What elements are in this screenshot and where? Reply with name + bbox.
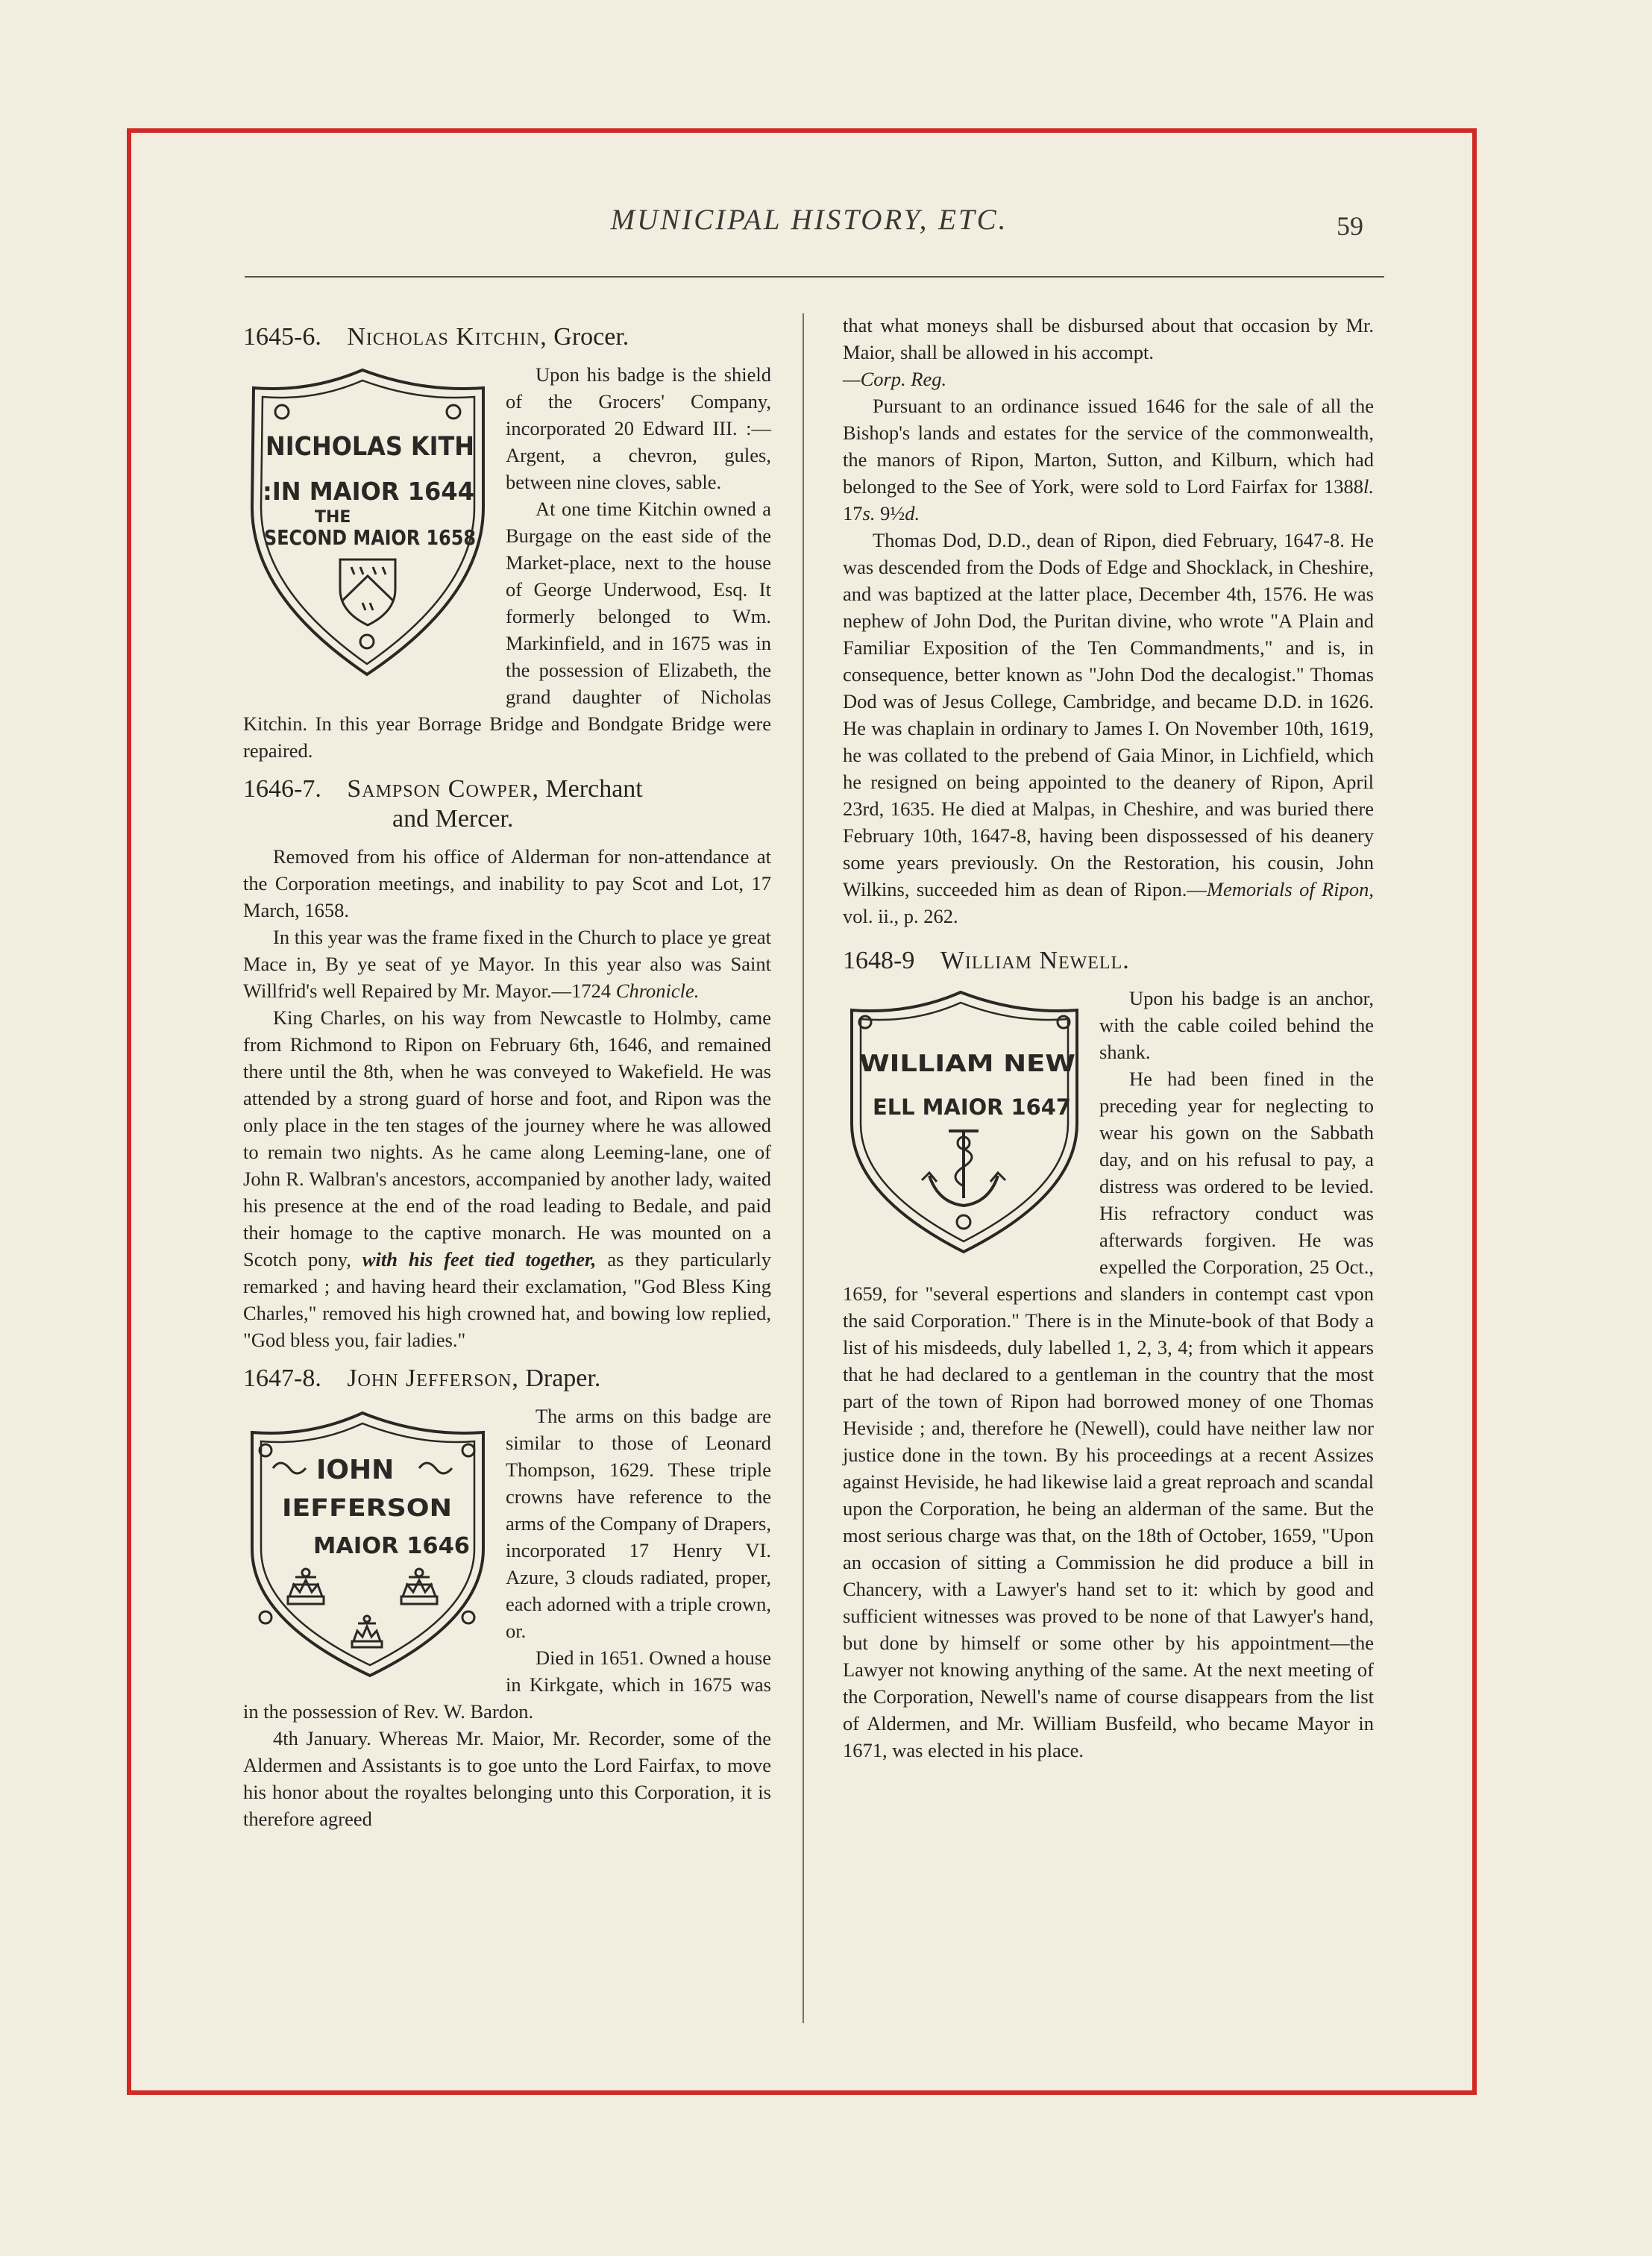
page-number: 59 xyxy=(1337,211,1363,241)
entry-year: 1647-8. xyxy=(243,1364,321,1392)
entry-heading-jefferson xyxy=(243,1364,771,1394)
italic-citation: —Corp. Reg. xyxy=(843,368,947,390)
badge-text-line2: ELL MAIOR 1647 xyxy=(873,1094,1071,1120)
running-title: MUNICIPAL HISTORY, ETC. xyxy=(610,204,1008,236)
entry-name: William Newell. xyxy=(940,947,1130,974)
text-run: King Charles, on his way from Newcastle to Holmby, came from Richmond to Ripon on February 6th, 1646, and remained there until the 8th, when he was conveyed to Wakefield. He was attended by a strong guard of horse and foot, and Ripon was the only place in the ten stages of the journey where he was allowed to remain two nights. As he came along Leeming-lane, one of John R. Walbran's ancestors, accompanied by another lady, waited his presence at the end of the road leading to Bedale, and paid their homage to the captive monarch. He was mounted on a Scotch pony, xyxy=(243,1006,771,1270)
text-run: that what moneys shall be disbursed about that occasion by Mr. Maior, shall be allowed in his accompt. xyxy=(843,314,1374,363)
badge-text-line2: :IN MAIOR 1644 xyxy=(263,477,474,506)
entry-year: 1645-6. xyxy=(243,323,321,351)
currency-unit: s. xyxy=(862,502,876,524)
paragraph xyxy=(243,1004,771,1353)
paragraph xyxy=(843,312,1374,392)
paragraph: Removed from his office of Alderman for non-attendance at the Corporation meetings, and inability to pay Scot and Lot, 17 March, 1658. xyxy=(243,845,771,921)
paragraph xyxy=(243,924,771,1004)
italic-citation: Memorials of Ripon, xyxy=(1206,878,1374,900)
entry-heading-cowper xyxy=(243,774,771,834)
paragraph: At one time Kitchin owned a Burgage on the east side of the Market-place, next to the house of George Underwood, Esq. It formerly belonged to Wm. Markinfield, and in 1675 was in the possession of Elizabeth, the grand daughter of Nicholas Kitchin. In this year Borrage Bridge and Bondgate Bridge were repaired. xyxy=(243,498,771,762)
paragraph: Died in 1651. Owned a house in Kirkgate, which in 1675 was in the possession of Rev. W. Bardon. xyxy=(243,1646,771,1723)
entry-trade-continued: and Mercer. xyxy=(392,805,514,833)
paragraph: He had been fined in the preceding year for neglecting to wear his gown on the Sabbath day, and on his refusal to pay, a distress was ordered to be levied. His refractory conduct was afterwards forgiven. He was expelled the Corporation, 25 Oct., 1659, for "several espertions and slanders in contempt cast vpon the said Corporation." There is in the Minute-book of that Body a list of his misdeeds, duly labelled 1, 2, 3, 4; from which it appears that he had declared to a gentleman in the country that the most part of the town of Ripon had borrowed money of one Thomas Heviside ; and, therefore he (Newell), could have neither law nor justice done in the town. By his proceedings at a recent Assizes against Heviside, he had likewise laid a great reproach and scandal upon the Corporation, he being an alderman of the same. But the most serious charge was that, on the 18th of October, 1659, "Upon an occasion of sitting a Commission he did produce a bill in Chancery, with a Lawyer's hand set to it: which by good and sufficient witnesses was proved to be none of that Lawyer's hand, but done by himself or some other by his appointment—the Lawyer not knowing anything of the same. At the next meeting of the Corporation, Newell's name of course disappears from the list of Aldermen, and Mr. William Busfeild, who became Mayor in 1671, was elected in his place. xyxy=(843,1068,1374,1761)
anchor-icon xyxy=(922,1131,1005,1206)
left-column xyxy=(243,312,771,1832)
paragraph: Upon his badge is the shield of the Grocers' Company, incorporated 20 Edward III. :—Argent, a chevron, gules, between nine cloves, sable. xyxy=(506,363,771,493)
paragraph: The arms on this badge are similar to those of Leonard Thompson, 1629. These triple crowns have reference to the arms of the Company of Drapers, incorporated 17 Henry VI. Azure, 3 clouds radiated, proper, each adorned with a triple crown, or. xyxy=(506,1405,771,1642)
column-divider xyxy=(803,313,804,2023)
currency-unit: l. xyxy=(1363,475,1374,498)
entry-year: 1648-9 xyxy=(843,947,915,974)
text-run: Pursuant to an ordinance issued 1646 for the sale of all the Bishop's lands and estates for the service of the commonwealth, the manors of Ripon, Marton, Sutton, and Kilburn, which had belonged to the See of York, were sold to Lord Fairfax for 1388 xyxy=(843,395,1374,498)
header-rule xyxy=(245,276,1384,278)
paragraph: Upon his badge is an anchor, with the cable coiled behind the shank. xyxy=(1099,987,1374,1063)
text-run: In this year was the frame fixed in the Church to place ye great Mace in, By ye seat of ye Mayor. In this year also was Saint Willfrid's well Repaired by Mr. Mayor.—1724 xyxy=(243,926,771,1002)
emphasis-text: with his feet tied together, xyxy=(362,1248,597,1270)
text-run: 17 xyxy=(843,502,863,524)
text-run: as they particularly remarked ; and having heard their exclamation, "God Bless King Charles," removed his high crowned hat, and bowing low replied, "God bless you, fair ladies." xyxy=(243,1248,771,1351)
grocers-shield-icon xyxy=(340,560,395,625)
badge-text-line1: IOHN xyxy=(316,1455,395,1485)
entry-name: John Jefferson, xyxy=(347,1364,519,1392)
entry-name: Nicholas Kitchin, xyxy=(347,323,547,351)
currency-unit: d. xyxy=(905,502,920,524)
badge-text-line3: THE xyxy=(315,508,351,527)
paragraph: 4th January. Whereas Mr. Maior, Mr. Recorder, some of the Aldermen and Assistants is to goe unto the Lord Fairfax, to move his honor about the royaltes belonging unto this Corporation, it is therefore agreed xyxy=(243,1727,771,1830)
entry-year: 1646-7. xyxy=(243,775,321,803)
badge-text-line1: WILLIAM NEW xyxy=(859,1050,1075,1077)
entry-heading-newell xyxy=(843,946,1374,976)
paragraph xyxy=(843,527,1374,930)
badge-text-line1: NICHOLAS KITH xyxy=(266,432,474,462)
entry-trade: Grocer. xyxy=(553,323,629,351)
entry-heading-kitchin xyxy=(243,322,771,352)
right-column xyxy=(843,312,1374,1764)
badge-jefferson xyxy=(243,1407,492,1688)
text-run: vol. ii., p. 262. xyxy=(843,905,958,927)
badge-kitchin xyxy=(243,366,492,688)
badge-text-line4: SECOND MAIOR 1658 xyxy=(264,525,476,550)
entry-name: Sampson Cowper, xyxy=(347,775,539,803)
drapers-crowns-icon xyxy=(288,1569,437,1647)
badge-text-line2: IEFFERSON xyxy=(282,1494,452,1522)
text-run: Thomas Dod, D.D., dean of Ripon, died February, 1647-8. He was descended from the Dods of Edge and Shocklack, in Cheshire, and was baptized at the latter place, December 4th, 1576. He was nephew of John Dod, the Puritan divine, who wrote "A Plain and Familiar Exposition of the Ten Commandments," and is, in consequence, better known as "John Dod the decalogist." Thomas Dod was of Jesus College, Cambridge, and became D.D. in 1626. He was chaplain in ordinary to James I. On November 10th, 1619, he was collated to the prebend of Gaia Minor, in Lichfield, which he resigned on being appointed to the deanery of Ripon, April 23rd, 1635. He died at Malpas, in Cheshire, and was buried there February 10th, 1647-8, having been dispossessed of his deanery some years previously. On the Restoration, his cousin, John Wilkins, succeeded him as dean of Ripon.— xyxy=(843,529,1374,900)
entry-trade: Draper. xyxy=(525,1364,601,1392)
text-run: 9½ xyxy=(875,502,905,524)
badge-text-line3: MAIOR 1646 xyxy=(313,1533,470,1559)
entry-trade: Merchant xyxy=(545,775,643,803)
paragraph xyxy=(843,392,1374,527)
badge-newell xyxy=(843,989,1086,1262)
italic-citation: Chronicle. xyxy=(615,980,700,1002)
